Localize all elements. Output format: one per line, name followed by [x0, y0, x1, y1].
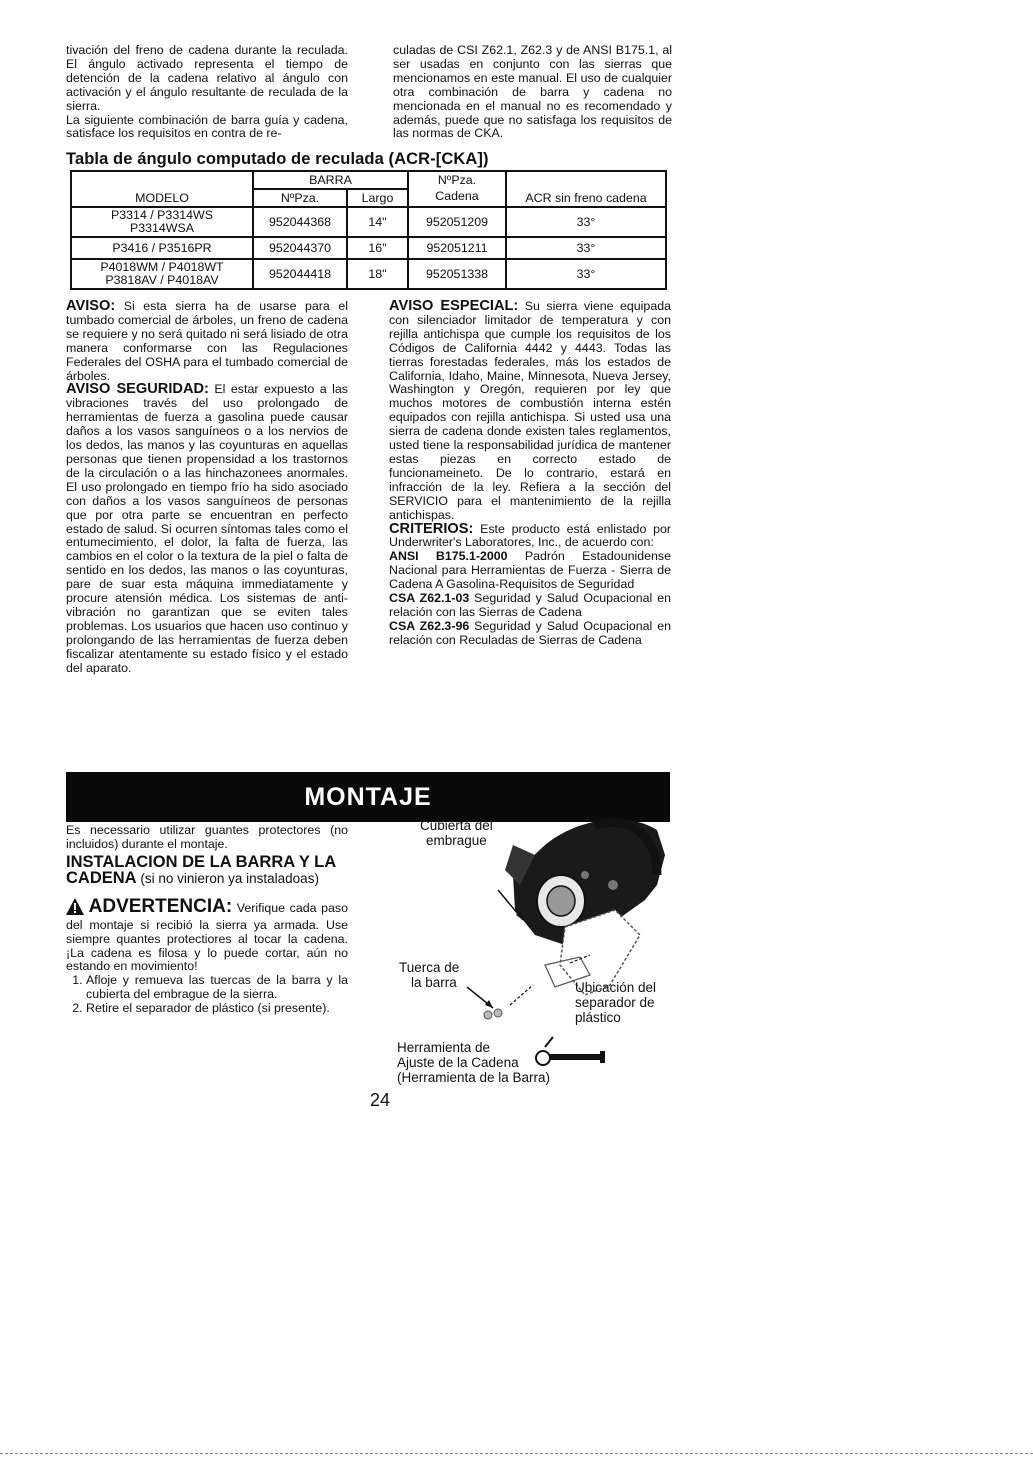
label-ubicacion: Ubicación del separador de plástico [575, 980, 657, 1025]
page-number: 24 [370, 1090, 391, 1110]
header-barra: BARRA [253, 171, 408, 189]
criterios-paragraph: CRITERIOS: Este producto está enlistado por Underwriter's Laboratores, Inc., de acuerdo con: [389, 520, 671, 550]
cell-length: 16" [347, 237, 408, 259]
ansi-paragraph: ANSI B175.1-2000 Padrón Estadounidense Nacional para Herramientas de Fuerza - Sierra de Cadena A Gasolina-Requisitos de Seguridad [389, 549, 671, 592]
list-item: 1. Afloje y remueva las tuercas de la barra y la cubierta del embrague de la sierra. [86, 974, 348, 1002]
cell-length: 18" [347, 259, 408, 289]
cell-acr: 33° [506, 207, 666, 237]
aviso-label: AVISO: [66, 298, 116, 314]
cell-bar-part: 952044370 [253, 237, 347, 259]
section-banner: MONTAJE [66, 772, 670, 822]
table-title: Tabla de ángulo computado de reculada (ACR-[CKA]) [66, 150, 489, 168]
especial-label: AVISO ESPECIAL: [389, 298, 519, 314]
seguridad-paragraph: AVISO SEGURIDAD: El estar expuesto a las vibraciones través del uso prolongado de herramientas de fuerza a gasolina puede causar daños a los vasos sanguíneos o a los nervios de los dedos, las manos y las coyunturas en aquellas personas que tienen propensidad a los trastornos de la circulación o a las hinchazonees anormales. El uso prolongado en tiempo frío ha sido asociado con daños a los vasos sanguíneos de personas que por otra parte se encuentran en perfecto estado de salud. Si ocurren síntomas tales como el entumecimiento, el dolor, la falta de fuerza, las cambios en el color o la textura de la piel o falta de sentido en los dedos, las manos o las coyunturas, pare de suar esta máquina immediatamente y procure atensión médica. Los sistemas de anti-vibración no garantizan que se eviten tales problemas. Los usuarios que hacen uso continuo y prolongando de las herramientas de fuerza deben fiscalizar atentamente su estado físico y el estado del aparato. [66, 381, 348, 675]
cell-chain-part: 952051211 [408, 237, 506, 259]
header-right-text [393, 44, 672, 141]
header-cadena-npza: NºPza. [408, 171, 506, 189]
cell-acr: 33° [506, 259, 666, 289]
header-largo: Largo [347, 189, 408, 207]
warning-label: ADVERTENCIA: [88, 895, 233, 917]
label-tuerca: Tuerca de la barra [399, 960, 460, 990]
header-left-text [66, 44, 348, 141]
header-modelo: MODELO [71, 171, 253, 207]
header-acr: ACR sin freno cadena [506, 171, 666, 207]
criterios-label: CRITERIOS: [389, 520, 474, 537]
bottom-divider [0, 1453, 1033, 1454]
cell-model: P3314 / P3314WS P3314WSA [71, 207, 253, 237]
chainsaw-illustration [395, 815, 675, 1115]
warning-icon [66, 898, 84, 919]
steps-list [66, 974, 348, 1016]
acr-table [70, 170, 667, 290]
table-row [71, 259, 666, 289]
montaje-left-column [66, 824, 348, 1016]
cell-length: 14" [347, 207, 408, 237]
cell-bar-part: 952044418 [253, 259, 347, 289]
header-cadena: Cadena [408, 189, 506, 207]
cell-chain-part: 952051338 [408, 259, 506, 289]
header-right-paragraph: culadas de CSI Z62.1, Z62.3 y de ANSI B175.1, al ser usadas en conjunto con las sierras que mencionamos en este manual. El uso de cualquier otra combinación de barra y cadena no mencionada en el manual no es recomendado y además, puede que no satisfaga los requisitos de las normas de CKA. [393, 43, 672, 141]
warning-paragraph: ADVERTENCIA: Verifique cada paso del montaje si recibió la sierra ya armada. Use siempre quantes protectiores al tocar la cadena. ¡La cadena es filosa y lo puede cortar, aún no estando en movimiento! [66, 895, 348, 974]
label-cubierta: Cubierta del embrague [420, 818, 493, 848]
csa1-paragraph: CSA Z62.1-03 Seguridad y Salud Ocupacional en relación con las Sierras de Cadena [389, 591, 671, 619]
seguridad-label: AVISO SEGURIDAD: [66, 381, 209, 398]
especial-paragraph: AVISO ESPECIAL: Su sierra viene equipada con silenciador limitador de temperatura y con rejilla antichispa que cumple los requisitos de los Códigos de California 4442 y 4443. Todas las tierras forestadas federales, más los estados de California, Idaho, Maine, Minnesota, Nueva Jersey, Washington y Oregón, requieren por ley que muchos motores de combustión interna estén equipados con rejilla antichispa. Si usted usa una sierra de cadena donde existen tales reglamentos, usted tiene la responsabilidad jurídica de mantener estas piezas en correcto estado de funcionameineto. De lo contrario, estará en infracción de la ley. Refiera a la sección del SERVICIO para el mantenimiento de la rejilla antichispas. [389, 298, 671, 522]
header-left-paragraph-1: tivación del freno de cadena durante la reculada. El ángulo activado representa el tiempo de detención de la cadena relativo al ángulo con activación y el ángulo resultante de reculada de la sierra. [66, 43, 348, 113]
list-item: 2. Retire el separador de plástico (si presente). [86, 1002, 348, 1016]
label-herramienta: Herramienta de Ajuste de la Cadena (Herramienta de la Barra) [397, 1040, 551, 1085]
montaje-intro: Es necessario utilizar guantes protectores (no incluidos) durante el montaje. [66, 823, 348, 851]
csa2-paragraph: CSA Z62.3-96 Seguridad y Salud Ocupacional en relación con Reculadas de Sierras de Cadena [389, 618, 671, 647]
cell-acr: 33° [506, 237, 666, 259]
table-row [71, 237, 666, 259]
install-heading: INSTALACION DE LA BARRA Y LA CADENA (si no vinieron ya instaladoas) [66, 852, 336, 888]
table-row [71, 207, 666, 237]
body-right-column [389, 300, 671, 648]
cell-bar-part: 952044368 [253, 207, 347, 237]
header-left-paragraph-2: La siguiente combinación de barra guía y cadena, satisface los requisitos en contra de re- [66, 112, 348, 141]
cell-chain-part: 952051209 [408, 207, 506, 237]
body-left-column [66, 300, 348, 675]
aviso-paragraph: AVISO: Si esta sierra ha de usarse para el tumbado comercial de árboles, un freno de cadena se requiere y no será quitado ni será lisiado de otra manera conformarse con las Regulaciones Federales del OSHA para el tumbado comercial de árboles. [66, 298, 348, 383]
cell-model: P3416 / P3516PR [71, 237, 253, 259]
cell-model: P4018WM / P4018WT P3818AV / P4018AV [71, 259, 253, 289]
header-npza: NºPza. [253, 189, 347, 207]
